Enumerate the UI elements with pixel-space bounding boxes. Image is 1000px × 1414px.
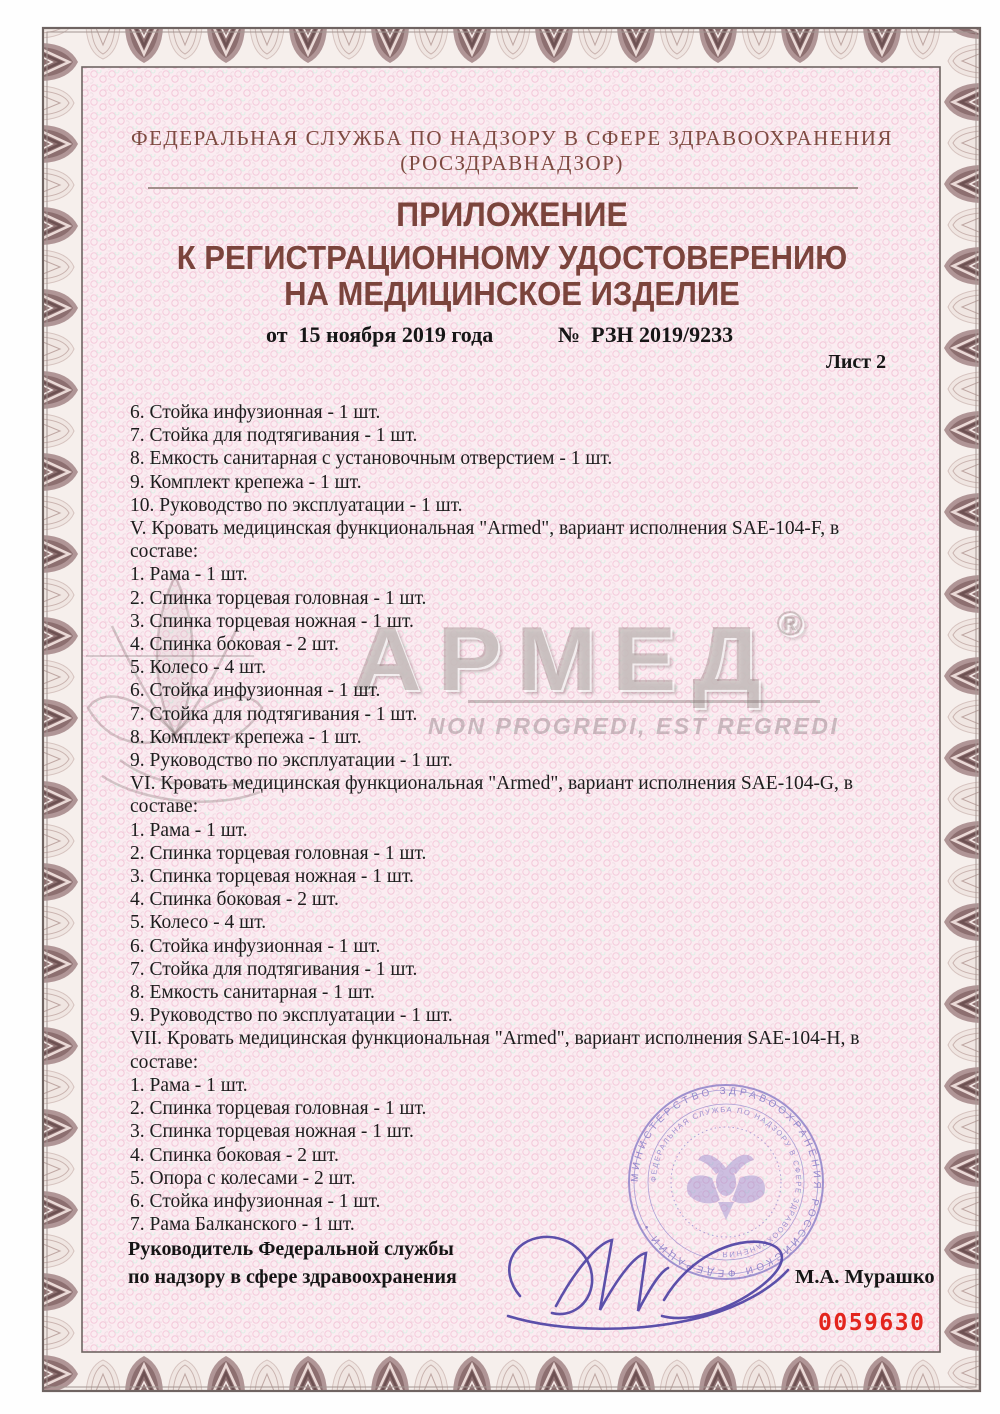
document-line: 9. Руководство по эксплуатации - 1 шт.: [130, 750, 453, 772]
document-line: 8. Емкость санитарная - 1 шт.: [130, 982, 375, 1004]
document-line: составе:: [130, 541, 199, 563]
document-line: 4. Спинка боковая - 2 шт.: [130, 1144, 339, 1166]
signer-title-line1: Руководитель Федеральной службы: [128, 1238, 454, 1260]
document-line: 1. Рама - 1 шт.: [130, 564, 248, 586]
document-line: 9. Руководство по эксплуатации - 1 шт.: [130, 1005, 453, 1027]
registered-trademark-icon: ®: [776, 603, 804, 643]
document-title-line3: НА МЕДИЦИНСКОЕ ИЗДЕЛИЕ: [284, 275, 740, 312]
signer-title-line2: по надзору в сфере здравоохранения: [128, 1266, 457, 1288]
header-divider: [148, 187, 858, 189]
document-title-line2: К РЕГИСТРАЦИОННОМУ УДОСТОВЕРЕНИЮ: [176, 239, 848, 276]
registration-number: № РЗН 2019/9233: [558, 322, 734, 347]
document-line: составе:: [130, 1051, 199, 1073]
issue-date: от 15 ноября 2019 года: [266, 322, 494, 347]
document-line: 5. Опора с колесами - 2 шт.: [130, 1167, 356, 1189]
document-line: 2. Спинка торцевая головная - 1 шт.: [130, 587, 427, 609]
document-line: 10. Руководство по эксплуатации - 1 шт.: [130, 494, 463, 516]
document-line: 4. Спинка боковая - 2 шт.: [130, 889, 339, 911]
document-line: VI. Кровать медицинская функциональная "Armed", вариант исполнения SAE-104-G, в: [130, 773, 853, 795]
document-line: V. Кровать медицинская функциональная "Armed", вариант исполнения SAE-104-F, в: [130, 518, 840, 540]
document-line: 6. Стойка инфузионная - 1 шт.: [130, 935, 381, 957]
document-line: 7. Рама Балканского - 1 шт.: [130, 1214, 355, 1236]
document-line: 3. Спинка торцевая ножная - 1 шт.: [130, 866, 414, 888]
stamp-outer-text: МИНИСТЕРСТВО ЗДРАВООХРАНЕНИЯ РОССИЙСКОЙ ФЕДЕРАЦИИ •: [629, 1085, 823, 1279]
armed-motto-watermark: NON PROGREDI, EST REGREDI: [428, 713, 840, 739]
document-line: 4. Спинка боковая - 2 шт.: [130, 634, 339, 656]
document-line: 6. Стойка инфузионная - 1 шт.: [130, 1190, 381, 1212]
document-line: VII. Кровать медицинская функциональная "Armed", вариант исполнения SAE-104-H, в: [130, 1028, 860, 1050]
document-line: 1. Рама - 1 шт.: [130, 819, 248, 841]
sheet-number: Лист 2: [826, 351, 887, 373]
document-line: 7. Стойка для подтягивания - 1 шт.: [130, 425, 418, 447]
document-line: 8. Емкость санитарная с установочным отверстием - 1 шт.: [130, 448, 613, 470]
document-line: 8. Комплект крепежа - 1 шт.: [130, 726, 362, 748]
signature-stroke: [470, 1210, 830, 1350]
document-line: 5. Колесо - 4 шт.: [130, 912, 267, 934]
document-line: 6. Стойка инфузионная - 1 шт.: [130, 402, 381, 423]
document-line: 9. Комплект крепежа - 1 шт.: [130, 471, 362, 493]
signer-name: М.А. Мурашко: [795, 1266, 935, 1288]
document-line: 5. Колесо - 4 шт.: [130, 657, 267, 679]
stamp-inner-text: ФЕДЕРАЛЬНАЯ СЛУЖБА ПО НАДЗОРУ В СФЕРЕ ЗДРАВООХРАНЕНИЯ: [648, 1104, 804, 1260]
document-line: 1. Рама - 1 шт.: [130, 1074, 248, 1096]
document-line: 7. Стойка для подтягивания - 1 шт.: [130, 703, 418, 725]
brand-wordmark: АРМЕД: [352, 608, 777, 711]
issuer-name: ФЕДЕРАЛЬНАЯ СЛУЖБА ПО НАДЗОРУ В СФЕРЕ ЗДРАВООХРАНЕНИЯ: [131, 126, 893, 150]
document-line: составе:: [130, 796, 199, 818]
document-line: 2. Спинка торцевая головная - 1 шт.: [130, 842, 427, 864]
form-serial-number: 0059630: [818, 1310, 926, 1336]
document-line: 3. Спинка торцевая ножная - 1 шт.: [130, 610, 414, 632]
document-line: 7. Стойка для подтягивания - 1 шт.: [130, 958, 418, 980]
document-line: 6. Стойка инфузионная - 1 шт.: [130, 680, 381, 702]
issuer-short-name: (РОСЗДРАВНАДЗОР): [400, 151, 624, 175]
document-line: 3. Спинка торцевая ножная - 1 шт.: [130, 1121, 414, 1143]
document-line: 2. Спинка торцевая головная - 1 шт.: [130, 1098, 427, 1120]
document-title-line1: ПРИЛОЖЕНИЕ: [396, 196, 628, 234]
